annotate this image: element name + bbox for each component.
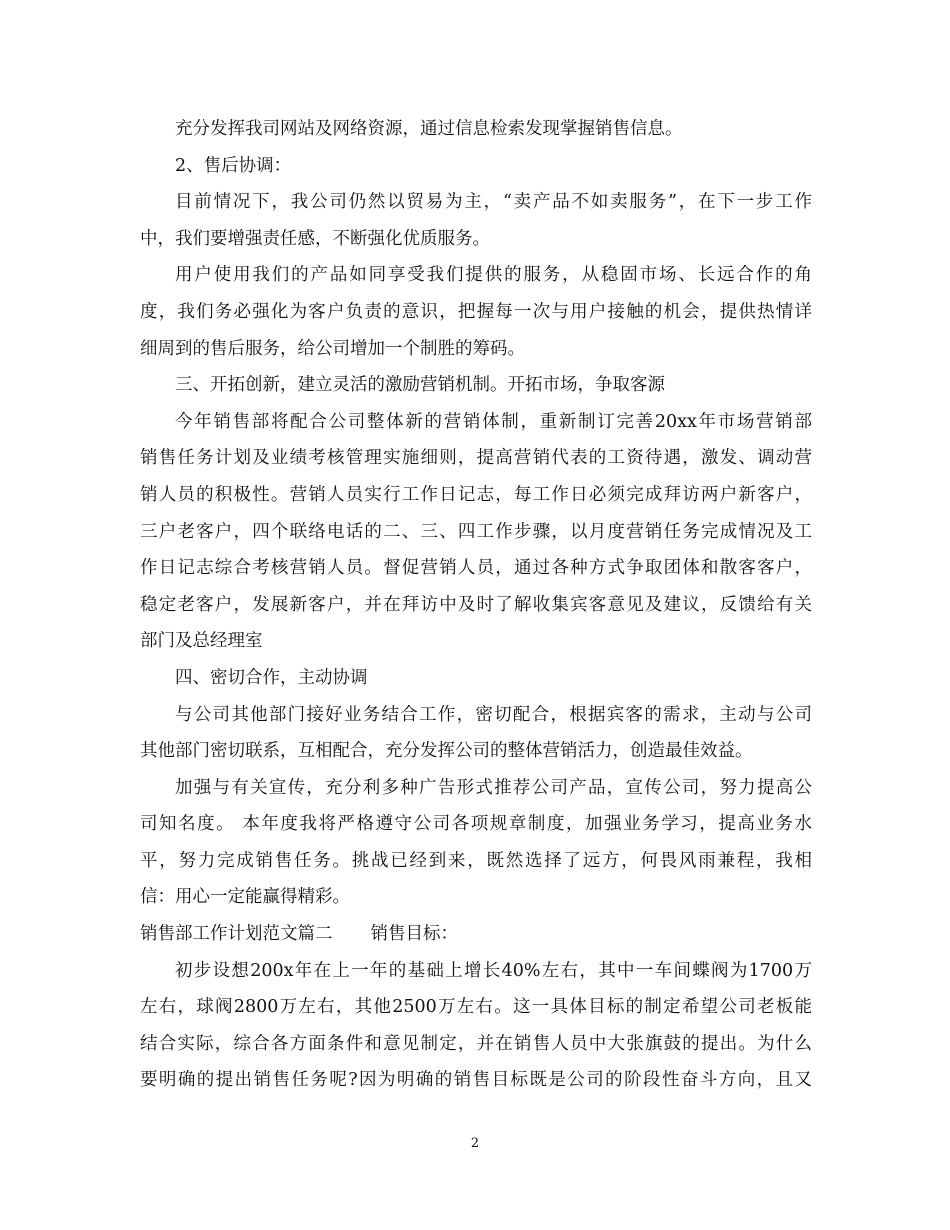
paragraph-line: 销人员的积极性。营销人员实行工作日记志，每工作日必须完成拜访两户新客户， — [140, 484, 812, 505]
paragraph-line: 左右，球阀2800万左右，其他2500万左右。这一具体目标的制定希望公司老板能 — [140, 997, 812, 1018]
subheading-after-sales: 2、售后协调： — [175, 155, 292, 176]
section-heading-line — [140, 916, 812, 953]
paragraph-line: 用户使用我们的产品如同享受我们提供的服务，从稳固市场、长远合作的角 — [175, 265, 812, 286]
paragraph-line: 细周到的售后服务，给公司增加一个制胜的筹码。 — [140, 338, 525, 359]
paragraph-line: 信：用心一定能赢得精彩。 — [140, 887, 350, 908]
paragraph-line: 销售任务计划及业绩考核管理实施细则，提高营销代表的工资待遇，激发、调动营 — [140, 448, 812, 469]
paragraph-line: 与公司其他部门接好业务结合工作，密切配合，根据宾客的需求，主动与公司 — [175, 704, 812, 725]
paragraph-line: 结合实际，综合各方面条件和意见制定，并在销售人员中大张旗鼓的提出。为什么 — [140, 1033, 812, 1054]
paragraph-line: 三户老客户，四个联络电话的二、三、四工作步骤，以月度营销任务完成情况及工 — [140, 521, 812, 542]
paragraph-line: 要明确的提出销售任务呢?因为明确的销售目标既是公司的阶段性奋斗方向，且又 — [140, 1070, 812, 1091]
paragraph-line: 作日记志综合考核营销人员。督促营销人员，通过各种方式争取团体和散客客户， — [140, 558, 812, 579]
section-heading-innovation: 三、开拓创新，建立灵活的激励营销机制。开拓市场，争取客源 — [175, 375, 665, 396]
paragraph-line: 中，我们要增强责任感，不断强化优质服务。 — [140, 228, 490, 249]
paragraph-line: 平，努力完成销售任务。挑战已经到来，既然选择了远方，何畏风雨兼程，我相 — [140, 850, 812, 871]
section-heading: 销售部工作计划范文篇二 — [140, 924, 333, 945]
paragraph-line: 加强与有关宣传，充分利多种广告形式推荐公司产品，宣传公司，努力提高公 — [175, 777, 812, 798]
section-subheading: 销售目标： — [370, 924, 458, 945]
paragraph-line: 稳定老客户，发展新客户，并在拜访中及时了解收集宾客意见及建议，反馈给有关 — [140, 594, 812, 615]
paragraph-line: 目前情况下，我公司仍然以贸易为主，“卖产品不如卖服务”，在下一步工作 — [175, 192, 812, 213]
paragraph-line: 今年销售部将配合公司整体新的营销体制，重新制订完善20xx年市场营销部 — [175, 411, 812, 432]
paragraph-line: 其他部门密切联系，互相配合，充分发挥公司的整体营销活力，创造最佳效益。 — [140, 741, 753, 762]
document-body — [140, 111, 812, 1099]
paragraph-line: 部门及总经理室 — [140, 631, 263, 652]
paragraph-line: 司知名度。 本年度我将严格遵守公司各项规章制度，加强业务学习，提高业务水 — [140, 814, 812, 835]
section-heading-cooperation: 四、密切合作，主动协调 — [175, 667, 368, 688]
page-number: 2 — [470, 1136, 480, 1151]
paragraph-line: 充分发挥我司网站及网络资源，通过信息检索发现掌握销售信息。 — [175, 119, 683, 139]
paragraph-line: 度，我们务必强化为客户负责的意识，把握每一次与用户接触的机会，提供热情详 — [140, 301, 812, 322]
paragraph-line: 初步设想200x年在上一年的基础上增长40%左右，其中一车间蝶阀为1700万 — [175, 960, 812, 981]
